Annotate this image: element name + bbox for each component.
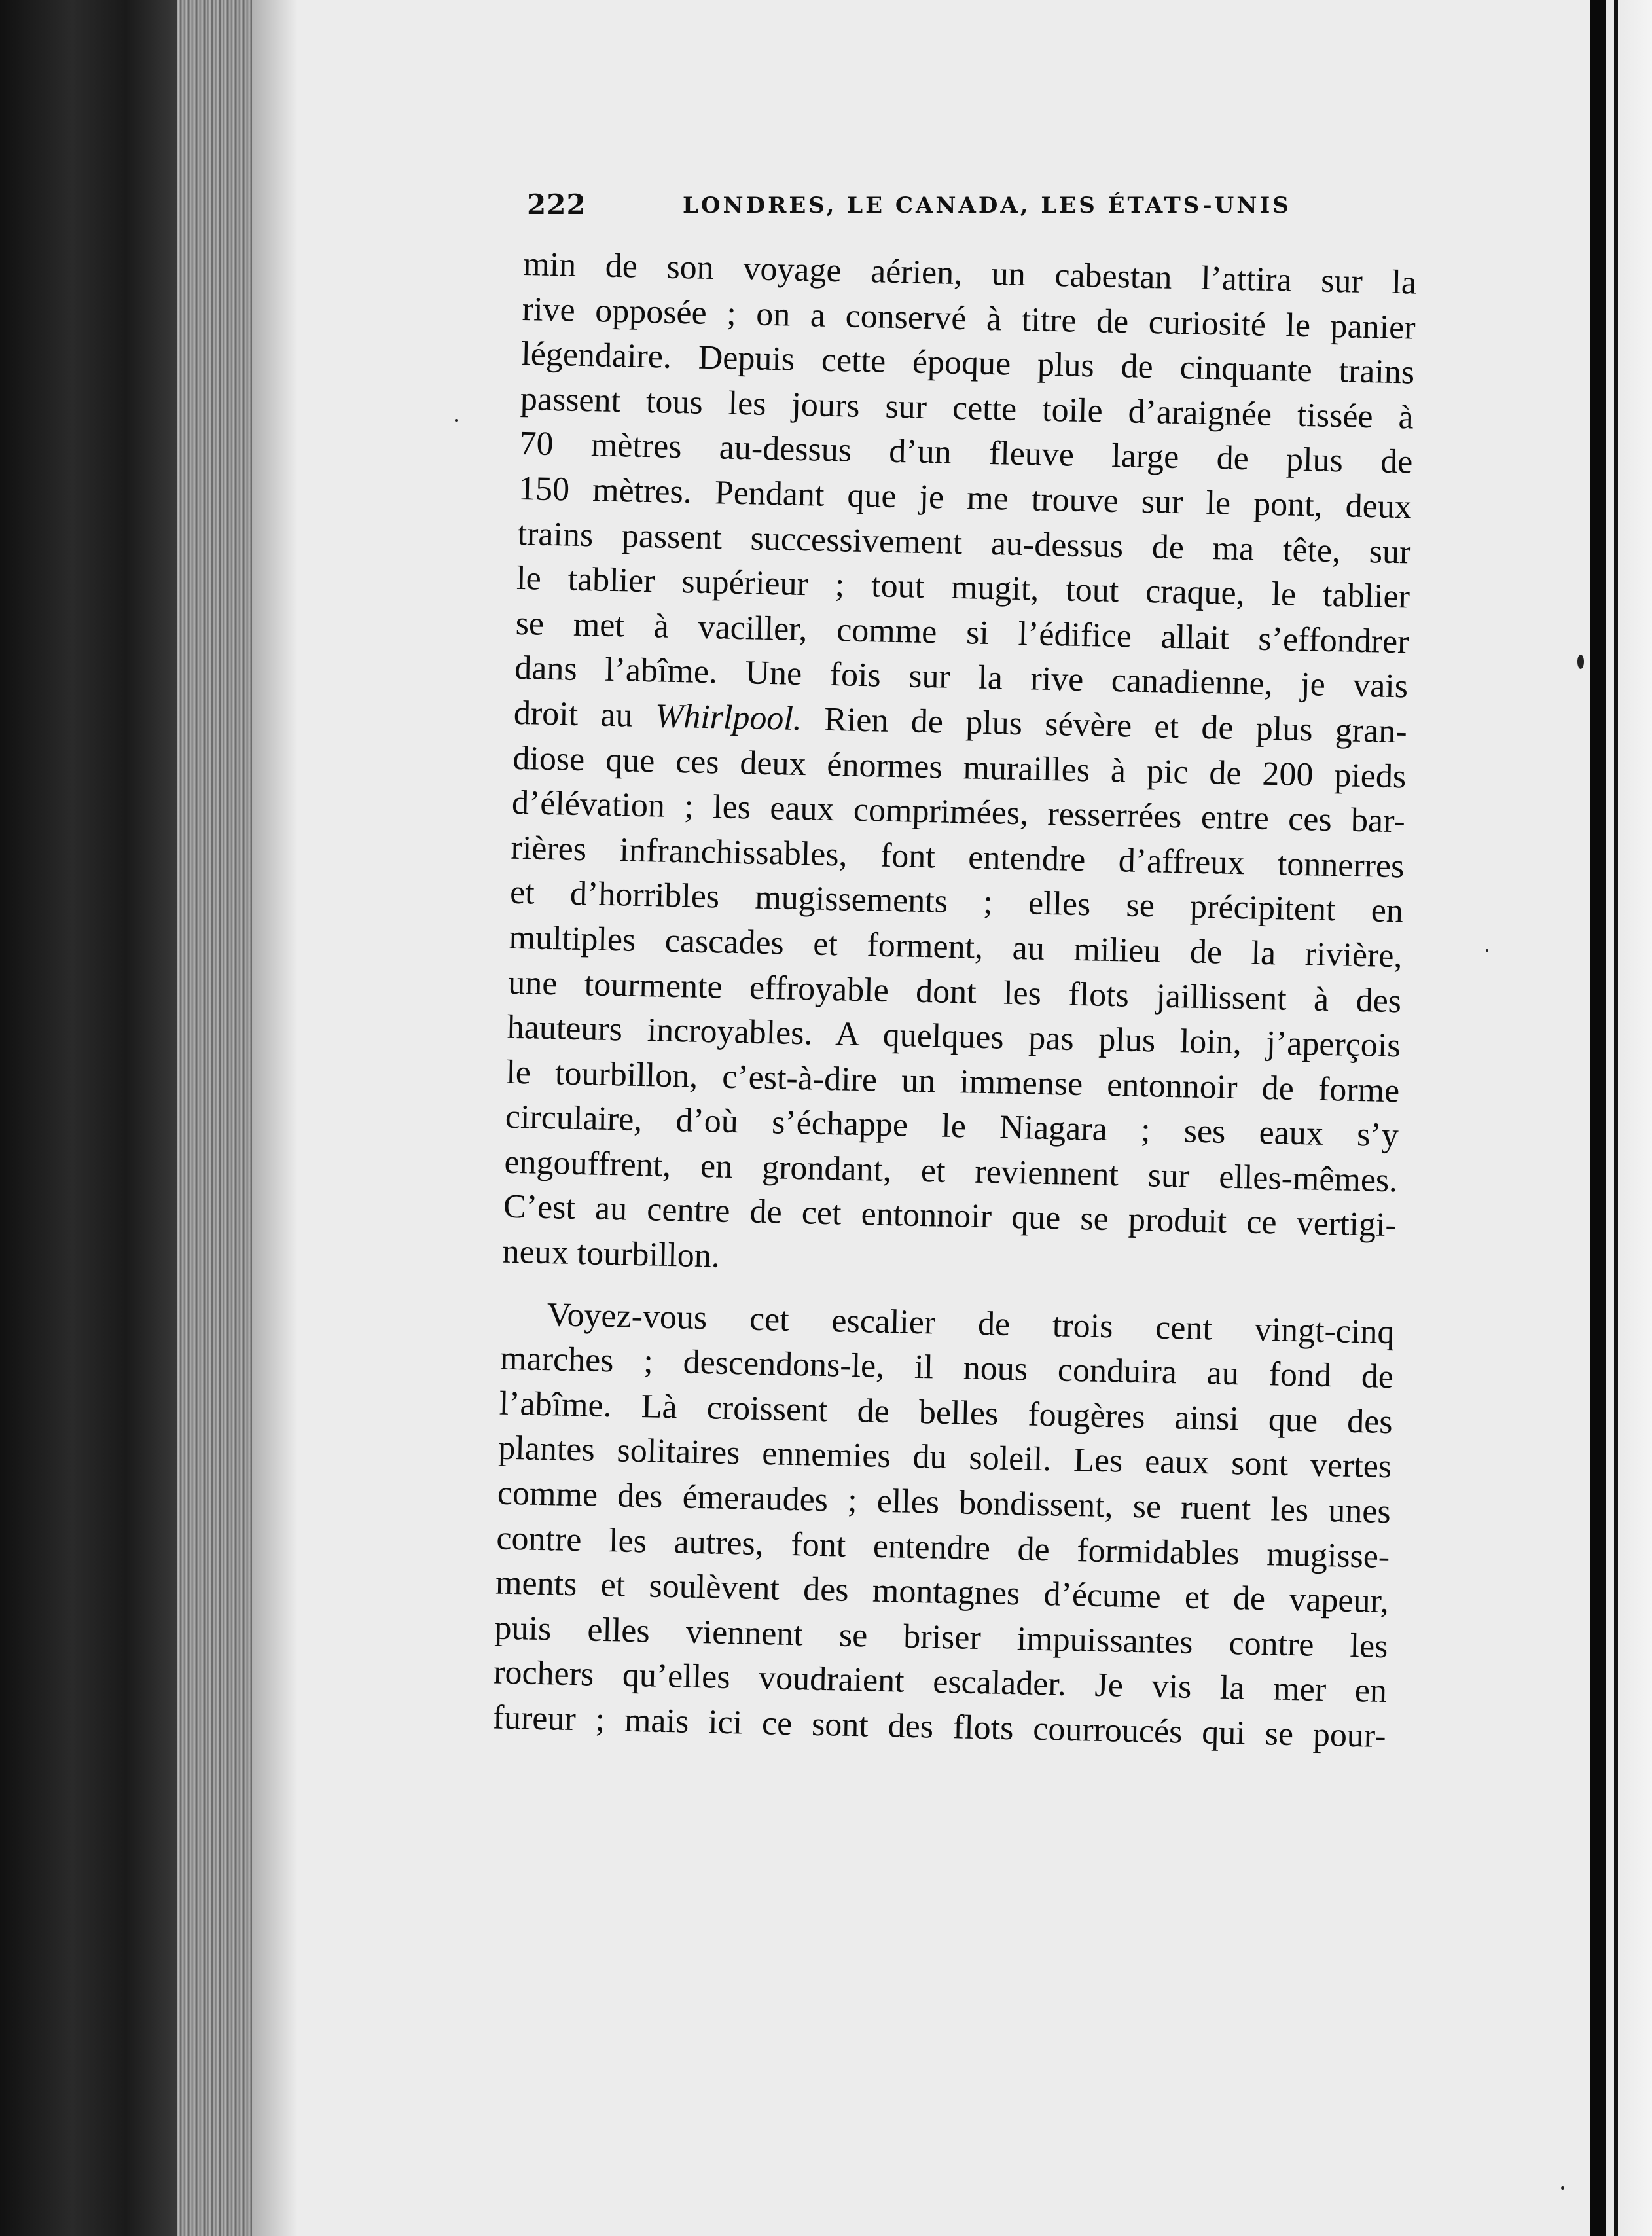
text-line: diose que ces deux énormes murailles à pic de 200 pieds (512, 739, 1407, 795)
text-line: C’est au centre de cet entonnoir que se produit ce vertigi- (503, 1188, 1397, 1244)
text-line: une tourmente effroyable dont les flots jaillissent à des (507, 964, 1402, 1020)
text-line: légendaire. Depuis cette époque plus de cinquante trains (520, 335, 1415, 391)
text-line: rive opposée ; on a conservé à titre de curiosité le panier (522, 290, 1416, 347)
text-line: ments et soulèvent des montagnes d’écume et de vapeur, (495, 1564, 1390, 1621)
running-head (527, 189, 1291, 228)
text-line: engouffrent, en grondant, et reviennent sur elles-mêmes. (503, 1143, 1398, 1200)
text-line: rières infranchissables, font entendre d’affreux tonnerres (511, 829, 1405, 886)
text-line: min de son voyage aérien, un cabestan l’attira sur la (522, 245, 1417, 302)
text-line: et d’horribles mugissements ; elles se précipitent en (509, 874, 1404, 930)
text-line: hauteurs incroyables. A quelques pas plus loin, j’aperçois (507, 1008, 1401, 1065)
text-line: se met à vaciller, comme si l’édifice allait s’effondrer (515, 604, 1410, 661)
text-line: marches ; descendons-le, il nous conduira au fond de (499, 1339, 1394, 1396)
text-line: Voyez-vous cet escalier de trois cent vingt-cinq (547, 1295, 1395, 1351)
text-line: dans l’abîme. Une fois sur la rive canadienne, je vais (514, 649, 1409, 706)
next-page-edge (1606, 0, 1652, 2236)
text-line: circulaire, d’où s’échappe le Niagara ; ses eaux s’y (505, 1098, 1399, 1155)
text-line: contre les autres, font entendre de formidables mugisse- (495, 1519, 1390, 1576)
text-line: 70 mètres au-dessus d’un fleuve large de plus de (518, 425, 1413, 481)
text-line: d’élévation ; les eaux comprimées, resserrées entre ces bar- (511, 784, 1406, 840)
scan-speck (1561, 2186, 1564, 2190)
text-line: le tablier supérieur ; tout mugit, tout craque, le tablier (516, 560, 1410, 616)
text-line: le tourbillon, c’est-à-dire un immense entonnoir de forme (505, 1053, 1400, 1109)
scan-speck (455, 419, 458, 422)
text-line: fureur ; mais ici ce sont des flots courroucés qui se pour- (492, 1699, 1387, 1756)
page-number: 222 (527, 189, 586, 221)
text-line: puis elles viennent se briser impuissantes contre les (494, 1609, 1388, 1665)
text-line: 150 mètres. Pendant que je me trouve sur le pont, deux (518, 469, 1412, 526)
text-line: trains passent successivement au-dessus de ma tête, sur (517, 514, 1411, 571)
text-line: comme des émeraudes ; elles bondissent, se ruent les unes (497, 1474, 1392, 1531)
text-fragment: Rien de plus sévère et de plus gran- (823, 700, 1408, 751)
text-fragment: droit au (513, 694, 634, 734)
right-gutter (1590, 0, 1606, 2236)
scan-speck (1486, 949, 1488, 952)
next-page-edge-line (1614, 0, 1618, 2236)
text-line: rochers qu’elles voudraient escalader. Je vis la mer en (493, 1653, 1388, 1710)
text-line: l’abîme. Là croissent de belles fougères ainsi que des (499, 1384, 1393, 1441)
whirlpool-italic: Whirlpool. (655, 697, 802, 738)
text-line: passent tous les jours sur cette toile d’araignée tissée à (520, 380, 1414, 437)
running-head-title: LONDRES, LE CANADA, LES ÉTATS-UNIS (683, 192, 1291, 219)
scan-speck (1577, 655, 1584, 669)
page-gutter-shadow (252, 0, 298, 2236)
book-spine-shadow (0, 0, 180, 2236)
body-text (492, 242, 1417, 1759)
text-line: neux tourbillon. (502, 1233, 721, 1275)
text-line: multiples cascades et forment, au milieu de la rivière, (509, 918, 1403, 975)
text-line: plantes solitaires ennemies du soleil. Les eaux sont vertes (497, 1430, 1392, 1486)
page-edge-stack (177, 0, 255, 2236)
